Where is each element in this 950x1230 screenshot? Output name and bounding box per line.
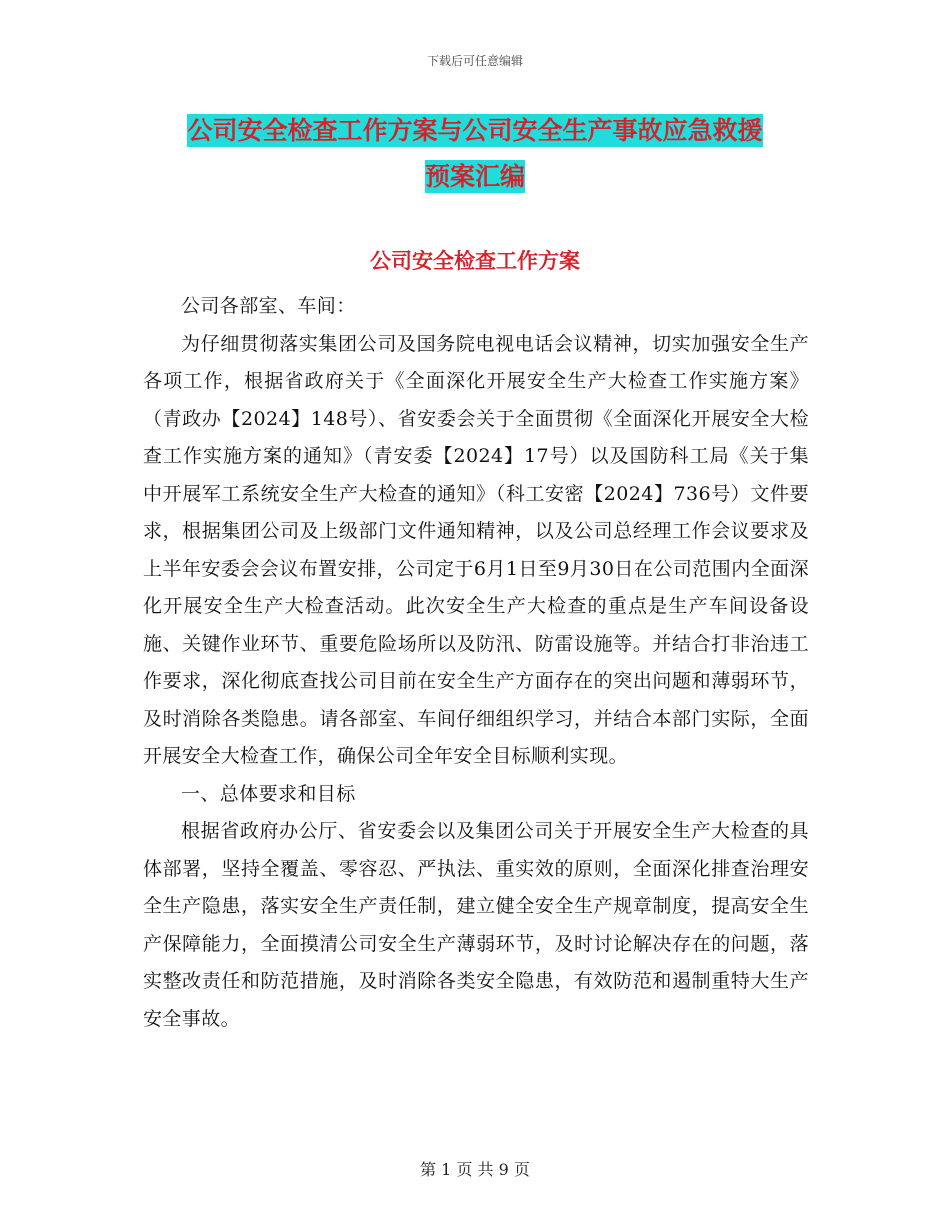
- heading-general-requirements: 一、总体要求和目标: [181, 782, 356, 805]
- document-title: [145, 108, 805, 200]
- intro-paragraph: 为仔细贯彻落实集团公司及国务院电视电话会议精神，切实加强安全生产各项工作，根据省政府关于《全面深化开展安全生产大检查工作实施方案》（青政办【2024】148号）、省安委会关于全面贯彻《全面深化开展安全大检查工作实施方案的通知》（青安委【2024】17号）以及国防科工局《关于集中开展军工系统安全生产大检查的通知》（科工安密【2024】736号）文件要求，根据集团公司及上级部门文件通知精神，以及公司总经理工作会议要求及上半年安委会会议布置安排，公司定于6月1日至9月30日在公司范围内全面深化开展安全生产大检查活动。此次安全生产大检查的重点是生产车间设备设施、关键作业环节、重要危险场所以及防汛、防雷设施等。并结合打非治违工作要求，深化彻底查找公司目前在安全生产方面存在的突出问题和薄弱环节，及时消除各类隐患。请各部室、车间仔细组织学习，并结合本部门实际，全面开展安全大检查工作，确保公司全年安全目标顺利实现。: [143, 332, 809, 767]
- document-title-line-1: 公司安全检查工作方案与公司安全生产事故应急救援: [187, 116, 763, 145]
- header-note: 下载后可任意编辑: [426, 54, 523, 68]
- document-body: [143, 288, 809, 1038]
- document-title-line-2: 预案汇编: [424, 162, 525, 191]
- section-title: 公司安全检查工作方案: [370, 248, 580, 273]
- requirements-paragraph: 根据省政府办公厅、省安委会以及集团公司关于开展安全生产大检查的具体部署，坚持全覆盖、零容忍、严执法、重实效的原则，全面深化排查治理安全生产隐患，落实安全生产责任制，建立健全安全生产规章制度，提高安全生产保障能力，全面摸清公司安全生产薄弱环节，及时讨论解决存在的问题，落实整改责任和防范措施，及时消除各类安全隐患，有效防范和遏制重特大生产安全事故。: [143, 820, 809, 1030]
- salutation-paragraph: 公司各部室、车间：: [181, 295, 356, 317]
- page-number: 第 1 页 共 9 页: [420, 1160, 530, 1179]
